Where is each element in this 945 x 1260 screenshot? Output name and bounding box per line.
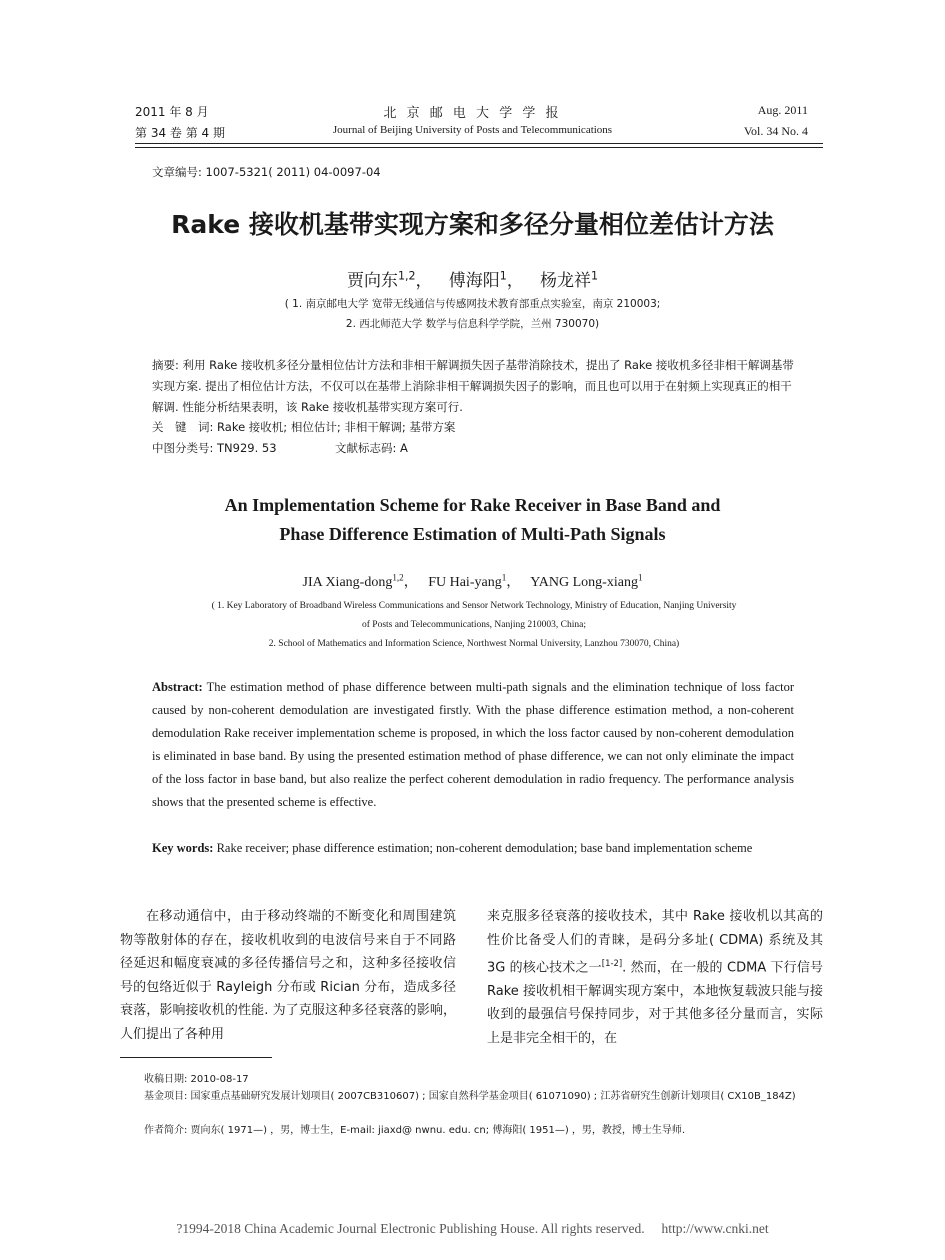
body-column-right	[487, 905, 823, 1050]
author-separator: ，	[415, 271, 433, 291]
keywords-en-label: Key words:	[152, 841, 214, 855]
body-column-left: 在移动通信中，由于移动终端的不断变化和周围建筑物等散射体的存在，接收机收到的电波信号来自于不同路径延迟和幅度衰减的多径传播信号之和，这种多径接收信号的包络近似于 Rayleigh 分布或 Rician 分布，造成多径衰落，影响接收机的性能. 为了克服这种多径衰落的影响，人们提出了各种用	[120, 909, 456, 1042]
classification-number	[152, 440, 277, 456]
footnote-author: 作者简介: 贾向东( 1971—) ，男，博士生，E-mail: jiaxd@ nwnu. edu. cn; 傅海阳( 1951—) ，男，教授，博士生导师.	[144, 1125, 686, 1136]
authors-en	[0, 571, 945, 591]
abstract-en	[152, 676, 794, 814]
affiliation-en-line-3: 2. School of Mathematics and Information Science, Northwest Normal University, Lanzhou 730070, China)	[268, 639, 680, 649]
header-issue-cn: 第 34 卷 第 4 期	[135, 126, 225, 140]
header-date-en: Aug. 2011	[757, 103, 808, 117]
header-issue-en: Vol. 34 No. 4	[743, 124, 808, 138]
keywords-cn-text: Rake 接收机; 相位估计; 非相干解调; 基带方案	[217, 420, 456, 434]
header-rule-thin	[135, 147, 823, 148]
classification-label: 中图分类号:	[152, 441, 214, 455]
citation-ref: [1-2]	[601, 958, 623, 968]
classification-value: TN929. 53	[217, 441, 277, 455]
author-en-1-sup: 1,2	[392, 572, 404, 583]
affiliation-en	[150, 597, 798, 654]
author-cn-2: 傅海阳	[448, 271, 500, 291]
keywords-cn	[152, 419, 455, 435]
author-separator: ，	[506, 271, 524, 291]
affiliation-cn-2: 2. 西北师范大学 数学与信息科学学院，兰州 730070)	[345, 318, 600, 330]
keywords-en	[152, 837, 794, 860]
footnote-rule	[120, 1057, 272, 1058]
article-number: 文章编号: 1007-5321( 2011) 04-0097-04	[152, 165, 381, 179]
author-cn-1-sup: 1,2	[397, 269, 416, 283]
document-code-label: 文献标志码:	[335, 441, 397, 455]
abstract-en-text: The estimation method of phase difference between multi-path signals and the elimination technique of loss factor caused by non-coherent demodulation are investigated firstly. With the phase difference estimation method, a non-coherent demodulation Rake receiver implementation scheme is proposed, in which the loss factor caused by non-coherent demodulation is eliminated in base band. By using the presented estimation method of phase difference, we can not only eliminate the impact of the loss factor in base band, but also realize the perfect coherent demodulation in radio frequency. The performance analysis shows that the presented scheme is effective.	[152, 680, 794, 809]
body-right-text-a: 来克服多径衰落的接收技术，其中 Rake 接收机以其高的性价比备受人们的青睐，是码分多址( CDMA) 系统及其 3G 的核心技术之一	[487, 909, 823, 976]
title-cn: Rake 接收机基带实现方案和多径分量相位差估计方法	[171, 210, 774, 239]
author-separator: ，	[403, 575, 418, 590]
authors-cn	[0, 266, 945, 291]
keywords-cn-label: 关 键 词:	[152, 420, 214, 434]
header-rule-thick	[135, 143, 823, 144]
abstract-cn-label: 摘要:	[152, 358, 179, 372]
footnote-received: 收稿日期: 2010-08-17	[144, 1074, 249, 1085]
author-cn-3-sup: 1	[591, 269, 599, 283]
title-en-line-2: Phase Difference Estimation of Multi-Path Signals	[279, 524, 666, 544]
abstract-en-label: Abstract:	[152, 680, 203, 694]
document-code	[335, 440, 408, 456]
author-en-1: JIA Xiang-dong	[302, 575, 393, 590]
copyright-line: ?1994-2018 China Academic Journal Electronic Publishing House. All rights reserved. http://www.cnki.net	[176, 1221, 769, 1236]
author-cn-2-sup: 1	[499, 269, 507, 283]
title-en-line-1: An Implementation Scheme for Rake Receiver in Base Band and	[224, 495, 721, 515]
document-code-value: A	[400, 441, 408, 455]
footnote-fund: 基金项目: 国家重点基础研究发展计划项目( 2007CB310607) ; 国家自然科学基金项目( 61071090) ; 江苏省研究生创新计划项目( CX10B_184Z)	[144, 1091, 796, 1102]
affiliation-cn-1: ( 1. 南京邮电大学 宽带无线通信与传感网技术教育部重点实验室，南京 210003;	[284, 298, 661, 310]
author-en-2-sup: 1	[501, 572, 507, 583]
author-separator: ，	[506, 575, 521, 590]
journal-name-en: Journal of Beijing University of Posts and Telecommunications	[332, 124, 613, 136]
affiliation-en-line-1: ( 1. Key Laboratory of Broadband Wireless Communications and Sensor Network Technology, Ministry of Education, Nanjing University	[211, 601, 737, 611]
abstract-cn-text: 利用 Rake 接收机多径分量相位估计方法和非相干解调损失因子基带消除技术，提出了 Rake 接收机多径非相干解调基带实现方案. 提出了相位估计方法，不仅可以在基带上消除非相干解调损失因子的影响，而且也可以用于在射频上实现真正的相干解调. 性能分析结果表明，该 Rake 接收机基带实现方案可行.	[152, 358, 794, 414]
author-en-2: FU Hai-yang	[428, 575, 502, 590]
header-date-cn: 2011 年 8 月	[135, 105, 209, 119]
body-right-text-b: . 然而，在一般的 CDMA 下行信号 Rake 接收机相干解调实现方案中，本地恢复载波只能与接收到的最强信号保持同步，对于其他多径分量而言，实际上是非完全相干的，在	[487, 960, 823, 1046]
affiliation-en-line-2: of Posts and Telecommunications, Nanjing 210003, China;	[362, 620, 586, 630]
author-cn-3: 杨龙祥	[540, 271, 591, 291]
author-cn-1: 贾向东	[346, 271, 398, 291]
author-en-3: YANG Long-xiang	[530, 575, 638, 590]
abstract-cn	[152, 355, 798, 418]
title-en	[0, 491, 945, 549]
journal-name-cn: 北 京 邮 电 大 学 学 报	[383, 106, 562, 121]
keywords-en-text: Rake receiver; phase difference estimation; non-coherent demodulation; base band implementation scheme	[213, 841, 753, 855]
author-en-3-sup: 1	[637, 572, 643, 583]
